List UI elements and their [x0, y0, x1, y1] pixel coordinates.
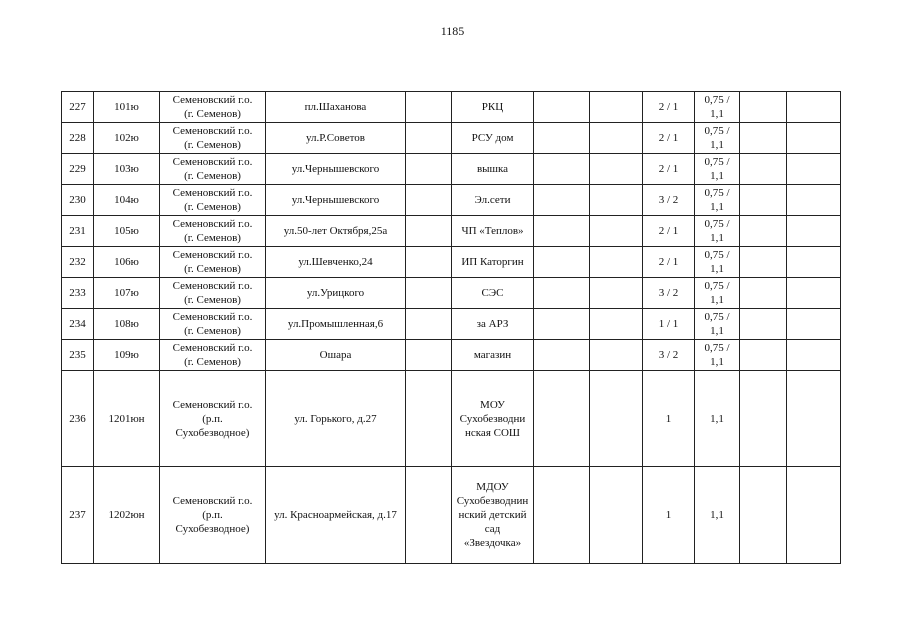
empty-cell	[406, 185, 452, 216]
volume-line: 1,1	[710, 356, 724, 368]
district-line: (г. Семенов)	[184, 201, 241, 213]
street-cell: ул. Горького, д.27	[266, 371, 406, 467]
table-row	[62, 309, 841, 340]
object-line: МОУ	[480, 398, 505, 411]
volume-line: 1,1	[710, 139, 724, 151]
empty-cell	[590, 247, 643, 278]
container-code: 1201юн	[94, 371, 160, 467]
table-row	[62, 467, 841, 564]
empty-cell	[534, 467, 590, 564]
volume-line: 1,1	[710, 108, 724, 120]
object-line: «Звездочка»	[463, 537, 522, 549]
empty-cell	[406, 92, 452, 123]
district-line: Семеновский г.о.	[172, 187, 253, 199]
volume-cell	[695, 278, 740, 309]
empty-cell	[787, 247, 841, 278]
empty-cell	[787, 467, 841, 564]
district-line: Семеновский г.о.	[172, 280, 253, 292]
street-cell: ул.Шевченко,24	[266, 247, 406, 278]
empty-cell	[740, 92, 787, 123]
street-cell: ул.Урицкого	[266, 278, 406, 309]
empty-cell	[406, 247, 452, 278]
count-cell: 1	[643, 467, 695, 564]
district-line: (г. Семенов)	[184, 139, 241, 151]
district-cell	[160, 371, 266, 467]
street-cell: ул. Красноармейская, д.17	[266, 467, 406, 564]
empty-cell	[740, 340, 787, 371]
street-cell: Ошара	[266, 340, 406, 371]
container-code: 102ю	[94, 123, 160, 154]
object-cell	[452, 371, 534, 467]
volume-line: 1,1	[710, 201, 724, 213]
volume-line: 1,1	[710, 325, 724, 337]
empty-cell	[590, 278, 643, 309]
container-code: 108ю	[94, 309, 160, 340]
row-number: 231	[62, 216, 94, 247]
empty-cell	[787, 278, 841, 309]
object-cell: вышка	[452, 154, 534, 185]
container-code: 101ю	[94, 92, 160, 123]
district-cell	[160, 123, 266, 154]
table-row	[62, 216, 841, 247]
empty-cell	[740, 309, 787, 340]
district-line: Семеновский г.о.	[172, 218, 253, 230]
volume-cell	[695, 185, 740, 216]
volume-line: 0,75 /	[704, 94, 730, 106]
street-cell: ул.Чернышевского	[266, 185, 406, 216]
volume-cell	[695, 467, 740, 564]
empty-cell	[590, 340, 643, 371]
object-line: сад	[484, 523, 501, 535]
volume-line: 0,75 /	[704, 187, 730, 199]
count-cell: 2 / 1	[643, 92, 695, 123]
empty-cell	[534, 340, 590, 371]
object-line: нская СОШ	[464, 426, 521, 439]
volume-cell	[695, 247, 740, 278]
empty-cell	[534, 278, 590, 309]
table-row	[62, 154, 841, 185]
volume-line: 0,75 /	[704, 342, 730, 354]
district-line: Семеновский г.о.	[172, 156, 253, 168]
container-code: 106ю	[94, 247, 160, 278]
volume-cell	[695, 309, 740, 340]
volume-line: 1,1	[710, 263, 724, 275]
district-line: Семеновский г.о.	[172, 311, 253, 323]
district-line: Семеновский г.о.	[172, 495, 253, 507]
empty-cell	[787, 123, 841, 154]
object-cell: Эл.сети	[452, 185, 534, 216]
empty-cell	[590, 92, 643, 123]
empty-cell	[406, 467, 452, 564]
empty-cell	[534, 154, 590, 185]
district-line: (г. Семенов)	[184, 108, 241, 120]
row-number: 227	[62, 92, 94, 123]
district-cell	[160, 216, 266, 247]
object-cell: РКЦ	[452, 92, 534, 123]
object-line: Сухобезводнин	[456, 495, 529, 507]
object-line: Сухобезводни	[459, 412, 526, 425]
district-cell	[160, 154, 266, 185]
district-cell	[160, 247, 266, 278]
count-cell: 2 / 1	[643, 216, 695, 247]
row-number: 237	[62, 467, 94, 564]
table-row	[62, 278, 841, 309]
empty-cell	[534, 185, 590, 216]
container-code: 103ю	[94, 154, 160, 185]
row-number: 230	[62, 185, 94, 216]
row-number: 234	[62, 309, 94, 340]
district-cell	[160, 92, 266, 123]
row-number: 229	[62, 154, 94, 185]
district-cell	[160, 309, 266, 340]
district-line: (р.п.	[202, 509, 223, 521]
empty-cell	[406, 278, 452, 309]
object-cell: ИП Каторгин	[452, 247, 534, 278]
empty-cell	[590, 467, 643, 564]
volume-cell	[695, 123, 740, 154]
empty-cell	[590, 154, 643, 185]
row-number: 236	[62, 371, 94, 467]
page-number: 1185	[440, 24, 465, 38]
empty-cell	[590, 216, 643, 247]
empty-cell	[534, 92, 590, 123]
street-cell: пл.Шаханова	[266, 92, 406, 123]
empty-cell	[740, 278, 787, 309]
empty-cell	[406, 309, 452, 340]
volume-line: 0,75 /	[704, 218, 730, 230]
table-row	[62, 371, 841, 467]
district-cell	[160, 467, 266, 564]
empty-cell	[534, 371, 590, 467]
count-cell: 1 / 1	[643, 309, 695, 340]
empty-cell	[740, 467, 787, 564]
district-line: Семеновский г.о.	[172, 398, 253, 411]
empty-cell	[787, 92, 841, 123]
empty-cell	[406, 216, 452, 247]
district-line: (г. Семенов)	[184, 232, 241, 244]
table-row	[62, 123, 841, 154]
street-cell: ул.50-лет Октября,25а	[266, 216, 406, 247]
container-code: 109ю	[94, 340, 160, 371]
object-cell: ЧП «Теплов»	[452, 216, 534, 247]
street-cell: ул.Р.Советов	[266, 123, 406, 154]
street-cell: ул.Промышленная,6	[266, 309, 406, 340]
object-cell: за АРЗ	[452, 309, 534, 340]
object-cell: СЭС	[452, 278, 534, 309]
district-line: Семеновский г.о.	[172, 125, 253, 137]
empty-cell	[787, 371, 841, 467]
container-code: 1202юн	[94, 467, 160, 564]
row-number: 233	[62, 278, 94, 309]
empty-cell	[406, 123, 452, 154]
count-cell: 3 / 2	[643, 340, 695, 371]
empty-cell	[534, 123, 590, 154]
district-line: Семеновский г.о.	[172, 94, 253, 106]
count-cell: 1	[643, 371, 695, 467]
district-line: (р.п.	[202, 412, 223, 425]
empty-cell	[590, 123, 643, 154]
district-line: Семеновский г.о.	[172, 249, 253, 261]
container-code: 104ю	[94, 185, 160, 216]
count-cell: 3 / 2	[643, 185, 695, 216]
empty-cell	[740, 123, 787, 154]
district-line: (г. Семенов)	[184, 263, 241, 275]
table-row	[62, 92, 841, 123]
object-line: нский детский	[458, 509, 527, 521]
empty-cell	[590, 185, 643, 216]
volume-line: 1,1	[710, 170, 724, 182]
empty-cell	[590, 371, 643, 467]
empty-cell	[787, 185, 841, 216]
volume-line: 0,75 /	[704, 280, 730, 292]
district-cell	[160, 340, 266, 371]
volume-line: 0,75 /	[704, 156, 730, 168]
count-cell: 2 / 1	[643, 247, 695, 278]
count-cell: 3 / 2	[643, 278, 695, 309]
volume-cell	[695, 216, 740, 247]
street-cell: ул.Чернышевского	[266, 154, 406, 185]
empty-cell	[787, 154, 841, 185]
district-line: (г. Семенов)	[184, 325, 241, 337]
volume-cell	[695, 371, 740, 467]
volume-cell	[695, 340, 740, 371]
empty-cell	[787, 216, 841, 247]
volume-line: 0,75 /	[704, 311, 730, 323]
container-code: 105ю	[94, 216, 160, 247]
empty-cell	[740, 247, 787, 278]
count-cell: 2 / 1	[643, 123, 695, 154]
empty-cell	[406, 371, 452, 467]
empty-cell	[740, 154, 787, 185]
table-row	[62, 247, 841, 278]
volume-line: 1,1	[710, 232, 724, 244]
empty-cell	[787, 340, 841, 371]
district-cell	[160, 185, 266, 216]
volume-line: 0,75 /	[704, 125, 730, 137]
empty-cell	[787, 309, 841, 340]
empty-cell	[534, 309, 590, 340]
empty-cell	[740, 371, 787, 467]
volume-cell	[695, 154, 740, 185]
district-line: (г. Семенов)	[184, 356, 241, 368]
object-cell: РСУ дом	[452, 123, 534, 154]
table-body	[62, 92, 841, 564]
empty-cell	[534, 247, 590, 278]
empty-cell	[534, 216, 590, 247]
volume-line: 0,75 /	[704, 249, 730, 261]
table-row	[62, 185, 841, 216]
volume-cell	[695, 92, 740, 123]
district-line: (г. Семенов)	[184, 170, 241, 182]
district-line: Сухобезводное)	[175, 426, 250, 439]
count-cell: 2 / 1	[643, 154, 695, 185]
empty-cell	[590, 309, 643, 340]
empty-cell	[740, 216, 787, 247]
object-line: МДОУ	[476, 481, 509, 493]
district-line: (г. Семенов)	[184, 294, 241, 306]
volume-line: 1,1	[710, 509, 724, 521]
table-row	[62, 340, 841, 371]
empty-cell	[740, 185, 787, 216]
row-number: 235	[62, 340, 94, 371]
district-line: Сухобезводное)	[175, 523, 250, 535]
volume-line: 1,1	[710, 412, 724, 425]
object-cell	[452, 467, 534, 564]
empty-cell	[406, 154, 452, 185]
container-code: 107ю	[94, 278, 160, 309]
district-line: Семеновский г.о.	[172, 342, 253, 354]
empty-cell	[406, 340, 452, 371]
district-cell	[160, 278, 266, 309]
registry-table	[61, 91, 841, 564]
row-number: 228	[62, 123, 94, 154]
object-cell: магазин	[452, 340, 534, 371]
row-number: 232	[62, 247, 94, 278]
volume-line: 1,1	[710, 294, 724, 306]
